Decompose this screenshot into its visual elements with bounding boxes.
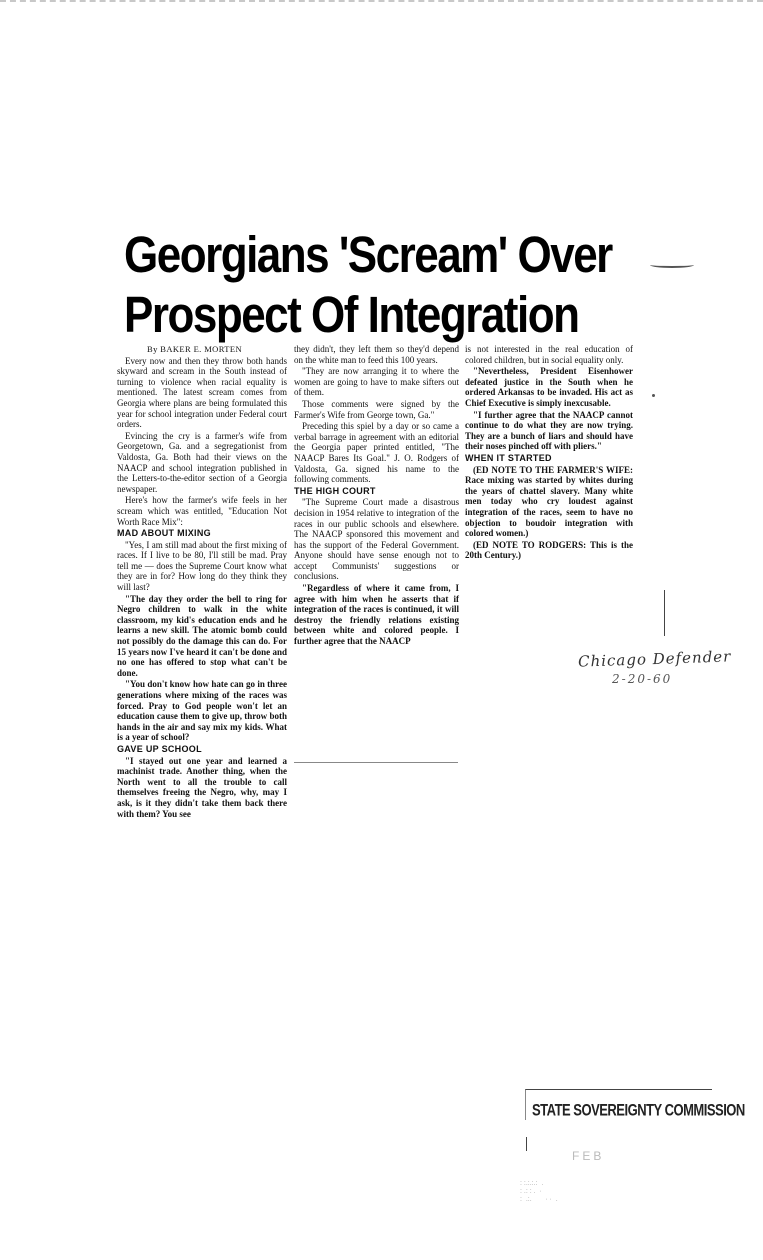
- paragraph: Every now and then they throw both hands skyward and scream in the South instead of turning to violence when racial equality is mentioned. The latest scream comes from Georgia where plans are being formulated this year for school integration under Federal court orders.: [117, 355, 287, 430]
- headline: [124, 226, 612, 346]
- article-column-3: [465, 344, 633, 562]
- paragraph: Evincing the cry is a farmer's wife from Georgetown, Ga. and a segregationist from Valdosta, Ga. Both had their views on the NAACP and school integration published in the Letters-to-the-editor section of a Georgia newspaper.: [117, 430, 287, 494]
- paragraph: "The day they order the bell to ring for Negro children to walk in the white classroom, my kid's education ends and he learns a new skill. The atomic bomb could not possibly do the damage this can do. For 15 years now I've heard it can't be done and no one has offered to stop what can't be done.: [117, 593, 287, 678]
- paragraph: "The Supreme Court made a disastrous decision in 1954 relative to integration of the races in our public schools and elsewhere. The NAACP sponsored this movement and has the support of the Federal Government. Anyone should have sense enough not to accept Communists' suggestions or conclusions.: [294, 497, 459, 582]
- paragraph: "Nevertheless, President Eisenhower defeated justice in the South when he ordered Arkansas to be invaded. His act as Chief Executive is simply inexcusable.: [465, 366, 633, 408]
- stamp-faint-marks: : :.:.:.: . : .: : . · : .:. · · .: [520, 1180, 558, 1203]
- article-column-1: [117, 344, 287, 820]
- paragraph: (ED NOTE TO THE FARMER'S WIFE: Race mixing was started by whites during the years of chattel slavery. Many white men today who cry loudest against integration of the races, seem to have no objection to boudoir integration with colored women.): [465, 464, 633, 539]
- subhead-mad-about-mixing: MAD ABOUT MIXING: [117, 528, 211, 539]
- paragraph: Those comments were signed by the Farmer's Wife from George town, Ga.": [294, 398, 459, 420]
- subhead-the-high-court: THE HIGH COURT: [294, 485, 376, 496]
- paragraph: "I stayed out one year and learned a machinist trade. Another thing, when the North went to all the trouble to call themselves freeing the Negro, why, may I ask, is it they didn't take them back there with them? You see: [117, 755, 287, 819]
- margin-dot: [652, 394, 655, 397]
- margin-mark: [650, 262, 694, 268]
- paragraph: "You don't know how hate can go in three generations where mixing of the races was forced. Pray to God people won't let an education cause them to give up, throw both hands in the air and say mix my kids. What is a year of school?: [117, 679, 287, 743]
- byline: By BAKER E. MORTEN: [147, 344, 242, 354]
- subhead-gave-up-school: GAVE UP SCHOOL: [117, 743, 202, 754]
- paragraph: they didn't, they left them so they'd depend on the white man to feed this 100 years.: [294, 344, 459, 365]
- paragraph: "I further agree that the NAACP cannot continue to do what they are now trying. They are a bunch of liars and should have their noses pinched off with pliers.": [465, 409, 633, 452]
- page-top-border: [0, 0, 763, 2]
- paragraph: Here's how the farmer's wife feels in her scream which was entitled, "Education Not Worth Race Mix":: [117, 495, 287, 527]
- handwritten-source: Chicago Defender: [577, 647, 732, 671]
- headline-line-1: Georgians 'Scream' Over: [124, 227, 612, 284]
- paragraph: "Regardless of where it came from, I agree with him when he asserts that if integration of the races is continued, it will destroy the friendly relations existing between white and colored people. I further agree that the NAACP: [294, 583, 459, 647]
- commission-stamp: [520, 1085, 745, 1225]
- paragraph: Preceding this spiel by a day or so came a verbal barrage in agreement with an editorial the Georgia paper printed entitled, "The NAACP Bares Its Goal." J. O. Rodgers of Valdosta, Ga. signed his name to the following comments.: [294, 421, 459, 485]
- column-end-rule: [294, 762, 458, 763]
- paragraph: "Yes, I am still mad about the first mixing of races. If I live to be 80, I'll still be mad. Pray tell me — does the Supreme Court know what they are in for? How long do they think they will last?: [117, 539, 287, 593]
- handwritten-date: 2-20-60: [612, 672, 673, 686]
- stamp-mark: [526, 1137, 527, 1151]
- article-column-2: [294, 344, 459, 648]
- paragraph: is not interested in the real education of colored children, but in social equality only.: [465, 344, 633, 365]
- stamp-date: FEB: [572, 1149, 605, 1163]
- paragraph: "They are now arranging it to where the women are going to have to make sifters out of them.: [294, 366, 459, 398]
- stamp-label: STATE SOVEREIGNTY COMMISSION: [532, 1100, 745, 1120]
- headline-line-2: Prospect Of Integration: [124, 286, 579, 344]
- paragraph: (ED NOTE TO RODGERS: This is the 20th Century.): [465, 539, 633, 561]
- margin-tick: [664, 590, 665, 636]
- subhead-when-it-started: WHEN IT STARTED: [465, 452, 552, 463]
